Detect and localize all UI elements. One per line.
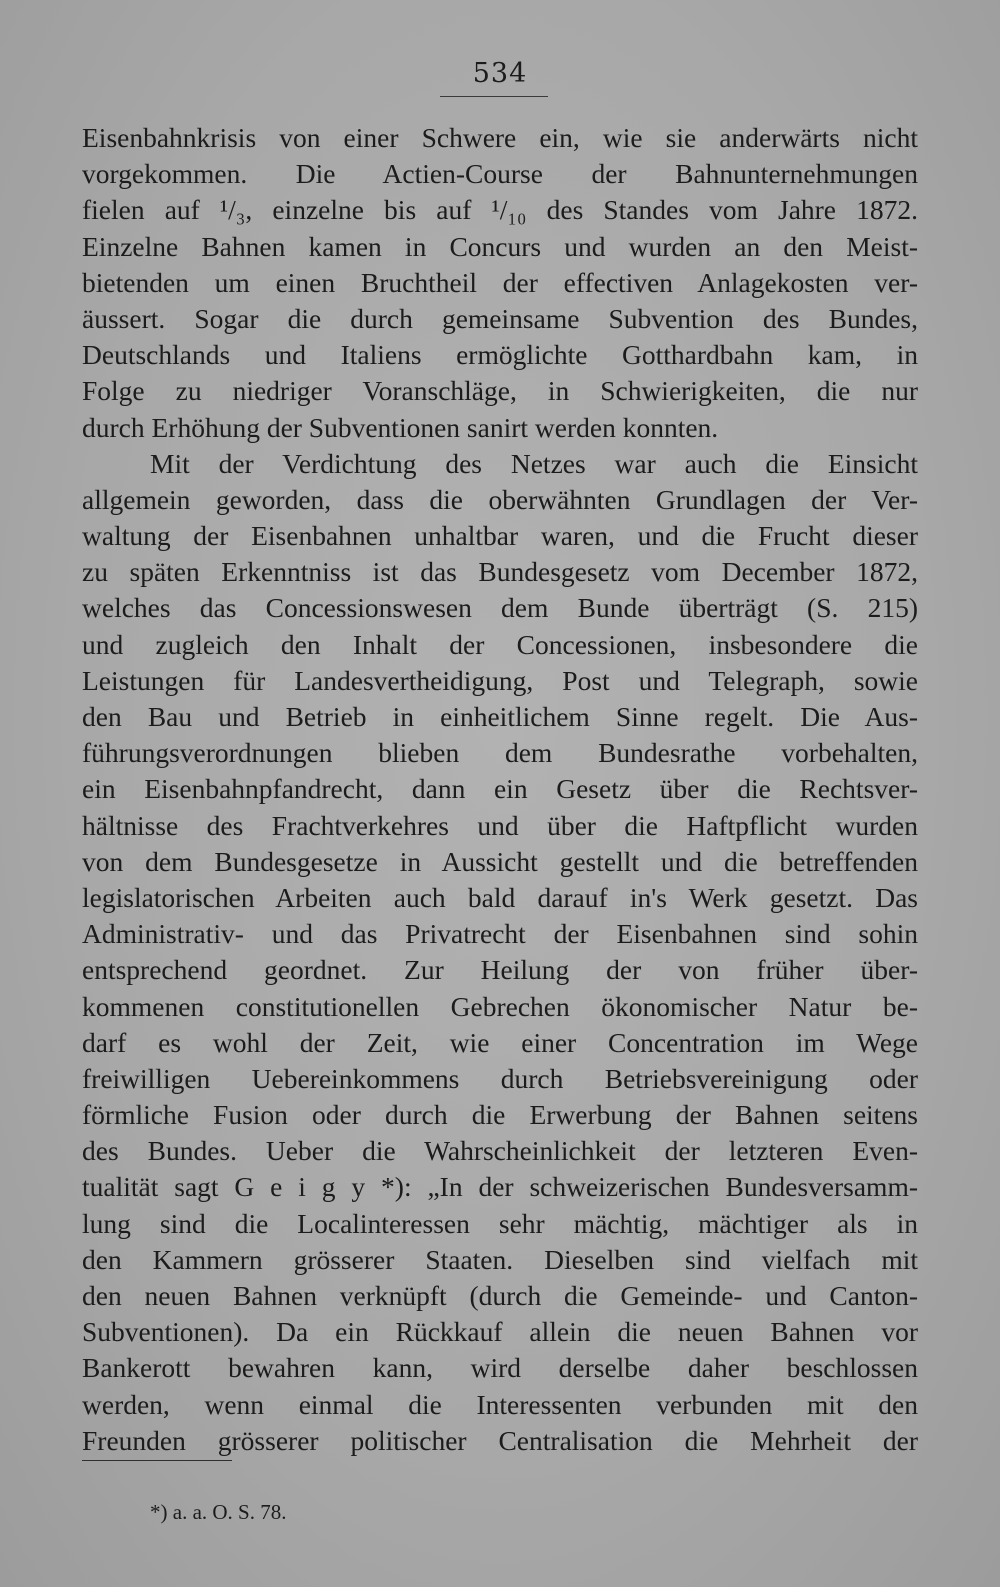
text-line: freiwilligen Uebereinkommens durch Betriebsvereinigung oder — [82, 1062, 918, 1094]
text-line: förmliche Fusion oder durch die Erwerbung der Bahnen seitens — [82, 1099, 918, 1131]
text-line: äussert. Sogar die durch gemeinsame Subvention des Bundes, — [82, 302, 918, 334]
text-line: kommenen constitutionellen Gebrechen ökonomischer Natur be- — [82, 990, 918, 1022]
page-number: 534 — [472, 58, 528, 89]
body-text — [82, 120, 918, 1459]
text-line: Freunden grösserer politischer Centralisation die Mehrheit der — [82, 1424, 918, 1456]
text-line: allgemein geworden, dass die oberwähnten Grundlagen der Ver- — [82, 483, 918, 515]
text-line: Folge zu niedriger Voranschläge, in Schwierigkeiten, die nur — [82, 375, 918, 407]
text-line: werden, wenn einmal die Interessenten verbunden mit den — [82, 1388, 918, 1420]
text-line: vorgekommen. Die Actien-Course der Bahnunternehmungen — [82, 158, 918, 190]
text-line: Leistungen für Landesvertheidigung, Post und Telegraph, sowie — [82, 664, 918, 696]
text-line: entsprechend geordnet. Zur Heilung der von früher über- — [82, 954, 918, 986]
footnote: *) a. a. O. S. 78. — [150, 1500, 287, 1524]
footnote-rule — [82, 1460, 232, 1461]
text-line: fielen auf ¹/₃, einzelne bis auf ¹/₁₀ des Standes vom Jahre 1872. — [82, 194, 918, 226]
text-line: tualität sagt G e i g y *): „In der schweizerischen Bundesversamm- — [82, 1171, 918, 1203]
text-line: zu späten Erkenntniss ist das Bundesgesetz vom December 1872, — [82, 556, 918, 588]
text-line: Bankerott bewahren kann, wird derselbe daher beschlossen — [82, 1352, 918, 1384]
text-line: ein Eisenbahnpfandrecht, dann ein Gesetz über die Rechtsver- — [82, 773, 918, 805]
text-line: führungsverordnungen blieben dem Bundesrathe vorbehalten, — [82, 737, 918, 769]
text-line: Subventionen). Da ein Rückkauf allein die neuen Bahnen vor — [82, 1316, 918, 1348]
text-line: bietenden um einen Bruchtheil der effectiven Anlagekosten ver- — [82, 266, 918, 298]
text-line: und zugleich den Inhalt der Concessionen, insbesondere die — [82, 628, 918, 660]
text-line: Administrativ- und das Privatrecht der Eisenbahnen sind sohin — [82, 918, 918, 950]
text-line: durch Erhöhung der Subventionen sanirt werden konnten. — [82, 411, 719, 443]
text-line: welches das Concessionswesen dem Bunde überträgt (S. 215) — [82, 592, 918, 624]
text-line: den Bau und Betrieb in einheitlichem Sinne regelt. Die Aus- — [82, 701, 918, 732]
text-line: waltung der Eisenbahnen unhaltbar waren, und die Frucht dieser — [82, 520, 918, 552]
text-line: legislatorischen Arbeiten auch bald darauf in's Werk gesetzt. Das — [82, 881, 918, 913]
text-line: des Bundes. Ueber die Wahrscheinlichkeit der letzteren Even- — [82, 1135, 918, 1167]
text-line: den neuen Bahnen verknüpft (durch die Gemeinde- und Canton- — [82, 1280, 918, 1311]
header-rule — [440, 96, 548, 97]
text-line: Eisenbahnkrisis von einer Schwere ein, wie sie anderwärts nicht — [82, 122, 918, 153]
text-line: von dem Bundesgesetze in Aussicht gestellt und die betreffenden — [82, 845, 918, 877]
text-line: den Kammern grösserer Staaten. Dieselben sind vielfach mit — [82, 1243, 918, 1275]
text-line: hältnisse des Frachtverkehres und über die Haftpflicht wurden — [82, 809, 918, 841]
text-line: Einzelne Bahnen kamen in Concurs und wurden an den Meist- — [82, 230, 918, 262]
text-line: Mit der Verdichtung des Netzes war auch die Einsicht — [150, 447, 918, 479]
text-line: darf es wohl der Zeit, wie einer Concentration im Wege — [82, 1026, 918, 1058]
text-line: lung sind die Localinteressen sehr mächtig, mächtiger als in — [82, 1207, 918, 1239]
text-line: Deutschlands und Italiens ermöglichte Gotthardbahn kam, in — [82, 339, 918, 371]
